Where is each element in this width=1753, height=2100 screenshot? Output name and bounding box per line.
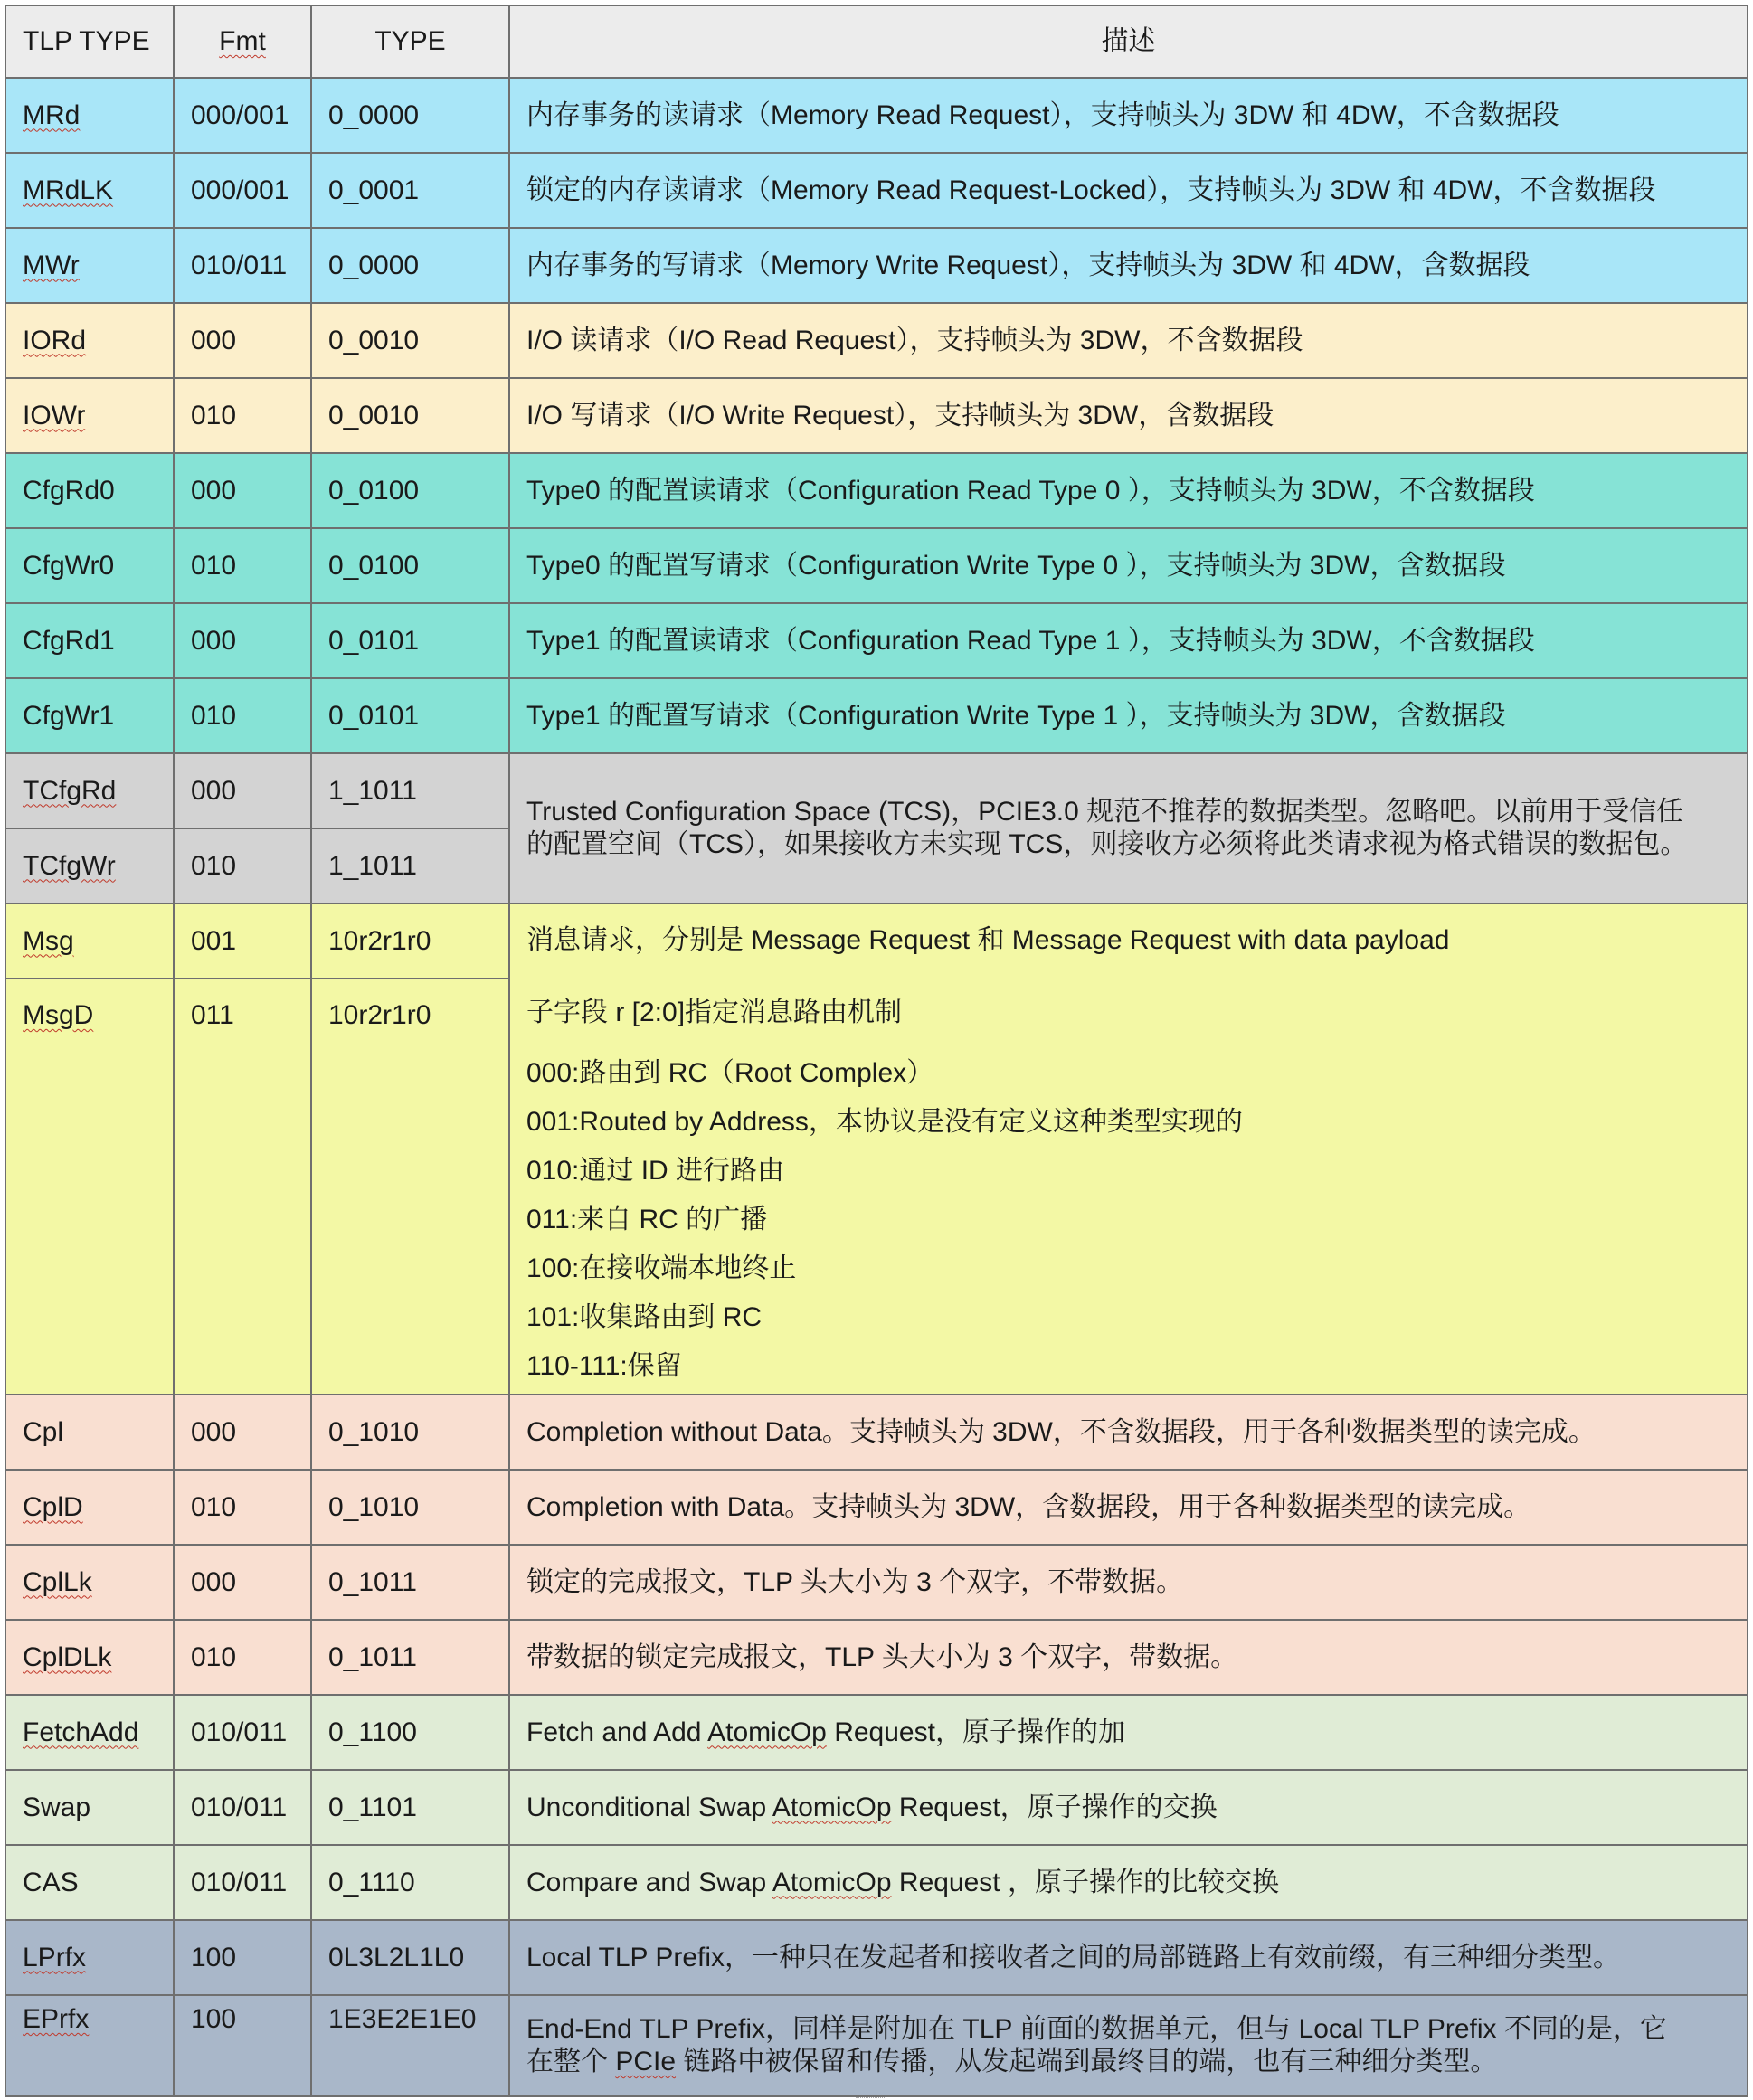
- tlp-name: MsgD: [23, 1000, 94, 1030]
- table-row-cpllk: [5, 1545, 1748, 1620]
- desc-part: Unconditional Swap: [526, 1792, 772, 1822]
- cell-type: 0_1110: [311, 1845, 509, 1920]
- cell-name: [5, 153, 174, 228]
- cell-type: 0_0100: [311, 528, 509, 603]
- desc-part: Fetch and Add: [526, 1717, 708, 1747]
- tlp-name: FetchAdd: [23, 1717, 139, 1747]
- tlp-name: TCfgWr: [23, 850, 116, 881]
- cell-desc: 锁定的完成报文，TLP 头大小为 3 个双字，不带数据。: [509, 1545, 1748, 1620]
- cell-name: Cpl: [5, 1395, 174, 1470]
- cell-name: [5, 1470, 174, 1545]
- msg-route-100: 100:在接收端本地终止: [526, 1253, 797, 1283]
- table-row-cfgwr1: [5, 678, 1748, 753]
- tlp-name: IOWr: [23, 400, 86, 430]
- cell-fmt: 000/001: [174, 78, 311, 153]
- cell-desc: Type1 的配置读请求（Configuration Read Type 1 ），支持帧头为 3DW，不含数据段: [509, 603, 1748, 678]
- cell-type: 0_1010: [311, 1395, 509, 1470]
- tlp-name: CplDLk: [23, 1641, 112, 1672]
- header-row: [5, 5, 1748, 78]
- msg-route-101: 101:收集路由到 RC: [526, 1302, 763, 1332]
- cell-type: 0_0000: [311, 78, 509, 153]
- cell-fmt: 010: [174, 678, 311, 753]
- cell-name: [5, 979, 174, 1395]
- cell-type: 0L3L2L1L0: [311, 1920, 509, 1995]
- cell-fmt: 100: [174, 1995, 311, 2096]
- cell-name: [5, 1695, 174, 1770]
- cell-desc: [509, 1845, 1748, 1920]
- cell-name: CfgRd1: [5, 603, 174, 678]
- cell-desc: Completion without Data。支持帧头为 3DW，不含数据段，用于各种数据类型的读完成。: [509, 1395, 1748, 1470]
- tcfg-desc-line1: Trusted Configuration Space (TCS)，PCIE3.0 规范不推荐的数据类型。忽略吧。以前用于受信任: [526, 797, 1684, 827]
- table-row-iowr: [5, 378, 1748, 453]
- table-row-cas: [5, 1845, 1748, 1920]
- cell-desc: [509, 1770, 1748, 1845]
- cell-fmt: 011: [174, 979, 311, 1395]
- cell-name: [5, 1620, 174, 1695]
- table-row-mrd: [5, 78, 1748, 153]
- msg-route-010: 010:通过 ID 进行路由: [526, 1156, 785, 1186]
- cell-type: 0_0101: [311, 678, 509, 753]
- cell-type: 0_1010: [311, 1470, 509, 1545]
- cell-name: [5, 1545, 174, 1620]
- cell-desc: 内存事务的写请求（Memory Write Request），支持帧头为 3DW 和 4DW，含数据段: [509, 228, 1748, 303]
- tlp-name: MWr: [23, 250, 80, 280]
- cell-desc: 锁定的内存读请求（Memory Read Request-Locked），支持帧头为 3DW 和 4DW，不含数据段: [509, 153, 1748, 228]
- table-row-eprfx: [5, 1995, 1748, 2096]
- desc-term: AtomicOp: [772, 1867, 892, 1897]
- cell-desc: 内存事务的读请求（Memory Read Request），支持帧头为 3DW 和 4DW，不含数据段: [509, 78, 1748, 153]
- desc-part: 在整个: [526, 2047, 616, 2076]
- cell-desc: I/O 写请求（I/O Write Request），支持帧头为 3DW，含数据段: [509, 378, 1748, 453]
- cell-desc: I/O 读请求（I/O Read Request），支持帧头为 3DW，不含数据段: [509, 303, 1748, 378]
- cell-desc: Type0 的配置读请求（Configuration Read Type 0 ），支持帧头为 3DW，不含数据段: [509, 453, 1748, 528]
- tlp-name: CplLk: [23, 1566, 92, 1597]
- header-tlp-type: TLP TYPE: [5, 5, 174, 78]
- cell-desc: [509, 1695, 1748, 1770]
- table-row-cfgrd1: [5, 603, 1748, 678]
- cell-fmt: 000: [174, 1395, 311, 1470]
- cell-name: Swap: [5, 1770, 174, 1845]
- cell-desc: Local TLP Prefix，一种只在发起者和接收者之间的局部链路上有效前缀，有三种细分类型。: [509, 1920, 1748, 1995]
- table-row-fetchadd: [5, 1695, 1748, 1770]
- table-row-tcfgrd: [5, 753, 1748, 828]
- msg-desc-line1: 消息请求，分别是 Message Request 和 Message Request with data payload: [526, 925, 1450, 955]
- cell-name: [5, 378, 174, 453]
- cell-desc: Type0 的配置写请求（Configuration Write Type 0 ），支持帧头为 3DW，含数据段: [509, 528, 1748, 603]
- tlp-name: CplD: [23, 1491, 83, 1522]
- cell-fmt: 000: [174, 603, 311, 678]
- cell-desc: Completion with Data。支持帧头为 3DW，含数据段，用于各种数据类型的读完成。: [509, 1470, 1748, 1545]
- header-type: TYPE: [311, 5, 509, 78]
- cell-type: 0_0010: [311, 303, 509, 378]
- cell-name: [5, 903, 174, 979]
- cell-type: 0_0001: [311, 153, 509, 228]
- cell-fmt: 010/011: [174, 1770, 311, 1845]
- cell-name: [5, 1920, 174, 1995]
- msg-route-000: 000:路由到 RC（Root Complex）: [526, 1058, 934, 1088]
- cell-type: 0_1100: [311, 1695, 509, 1770]
- cell-type: 0_1011: [311, 1620, 509, 1695]
- cell-fmt: 010/011: [174, 1845, 311, 1920]
- eprfx-desc-line2: [526, 2046, 1730, 2078]
- desc-part: Request ，原子操作的比较交换: [891, 1867, 1279, 1897]
- cell-fmt: 000: [174, 303, 311, 378]
- cell-fmt: 000/001: [174, 153, 311, 228]
- cell-name: [5, 753, 174, 828]
- table-row-cpl: [5, 1395, 1748, 1470]
- cell-fmt: 000: [174, 1545, 311, 1620]
- eprfx-desc-line1: End-End TLP Prefix，同样是附加在 TLP 前面的数据单元，但与 Local TLP Prefix 不同的是，它: [526, 2014, 1667, 2044]
- cell-type: 1_1011: [311, 753, 509, 828]
- header-description: 描述: [509, 5, 1748, 78]
- desc-term: PCIe: [615, 2047, 677, 2076]
- desc-term: AtomicOp: [707, 1717, 827, 1747]
- cell-type: 0_0101: [311, 603, 509, 678]
- cell-desc: Type1 的配置写请求（Configuration Write Type 1 ），支持帧头为 3DW，含数据段: [509, 678, 1748, 753]
- desc-part: 链路中被保留和传播，从发起端到最终目的端，也有三种细分类型。: [676, 2047, 1498, 2076]
- cell-fmt: 010/011: [174, 228, 311, 303]
- cell-fmt: 000: [174, 753, 311, 828]
- cell-name: CAS: [5, 1845, 174, 1920]
- cell-name: CfgRd0: [5, 453, 174, 528]
- cell-name: [5, 228, 174, 303]
- cell-fmt: 010: [174, 1620, 311, 1695]
- tlp-name: TCfgRd: [23, 775, 117, 806]
- desc-part: Compare and Swap: [526, 1867, 772, 1897]
- msg-route-list: [526, 1049, 1730, 1391]
- cell-name: [5, 1995, 174, 2096]
- cell-name: CfgWr0: [5, 528, 174, 603]
- cell-type: 10r2r1r0: [311, 903, 509, 979]
- table-resize-handle[interactable]: [856, 2086, 886, 2098]
- msg-route-110-111: 110-111:保留: [526, 1351, 682, 1381]
- tlp-name: MRd: [23, 99, 81, 130]
- cell-type: 0_1011: [311, 1545, 509, 1620]
- cell-desc-tcfg: [509, 753, 1748, 903]
- cell-name: [5, 303, 174, 378]
- msg-route-011: 011:来自 RC 的广播: [526, 1205, 768, 1234]
- desc-part: Request，原子操作的交换: [891, 1792, 1218, 1822]
- msg-route-001: 001:Routed by Address，本协议是没有定义这种类型实现的: [526, 1107, 1243, 1137]
- table-row-iord: [5, 303, 1748, 378]
- cell-fmt: 100: [174, 1920, 311, 1995]
- cell-name: [5, 78, 174, 153]
- cell-fmt: 010/011: [174, 1695, 311, 1770]
- cell-fmt: 001: [174, 903, 311, 979]
- tlp-name: Msg: [23, 925, 74, 956]
- header-fmt-label: Fmt: [219, 26, 266, 56]
- table-row-cpldlk: [5, 1620, 1748, 1695]
- table-row-mwr: [5, 228, 1748, 303]
- tlp-name: IORd: [23, 325, 87, 355]
- tlp-type-table: [5, 5, 1748, 2097]
- table-row-mrdlk: [5, 153, 1748, 228]
- cell-fmt: 000: [174, 453, 311, 528]
- tcfg-desc-line2: 的配置空间（TCS），如果接收方未实现 TCS，则接收方必须将此类请求视为格式错误的数据包。: [526, 829, 1688, 859]
- cell-desc-msg: [509, 903, 1748, 1395]
- cell-type: 0_0100: [311, 453, 509, 528]
- table-row-lprfx: [5, 1920, 1748, 1995]
- cell-type: 0_1101: [311, 1770, 509, 1845]
- cell-type: 10r2r1r0: [311, 979, 509, 1395]
- tlp-name: LPrfx: [23, 1942, 87, 1972]
- cell-name: CfgWr1: [5, 678, 174, 753]
- table-row-cpld: [5, 1470, 1748, 1545]
- tlp-name: EPrfx: [23, 2004, 90, 2034]
- cell-name: [5, 828, 174, 903]
- msg-desc-line2: 子字段 r [2:0]指定消息路由机制: [526, 998, 903, 1027]
- desc-term: AtomicOp: [772, 1792, 892, 1822]
- table-row-msg: [5, 903, 1748, 979]
- cell-desc: [509, 1995, 1748, 2096]
- table-row-cfgrd0: [5, 453, 1748, 528]
- cell-type: 0_0010: [311, 378, 509, 453]
- table-row-swap: [5, 1770, 1748, 1845]
- table-row-cfgwr0: [5, 528, 1748, 603]
- cell-fmt: 010: [174, 828, 311, 903]
- cell-type: 0_0000: [311, 228, 509, 303]
- cell-desc: 带数据的锁定完成报文，TLP 头大小为 3 个双字，带数据。: [509, 1620, 1748, 1695]
- desc-part: Request，原子操作的加: [826, 1717, 1125, 1747]
- cell-fmt: 010: [174, 528, 311, 603]
- tlp-name: MRdLK: [23, 175, 114, 205]
- cell-fmt: 010: [174, 1470, 311, 1545]
- cell-type: 1E3E2E1E0: [311, 1995, 509, 2096]
- cell-fmt: 010: [174, 378, 311, 453]
- cell-type: 1_1011: [311, 828, 509, 903]
- header-fmt: [174, 5, 311, 78]
